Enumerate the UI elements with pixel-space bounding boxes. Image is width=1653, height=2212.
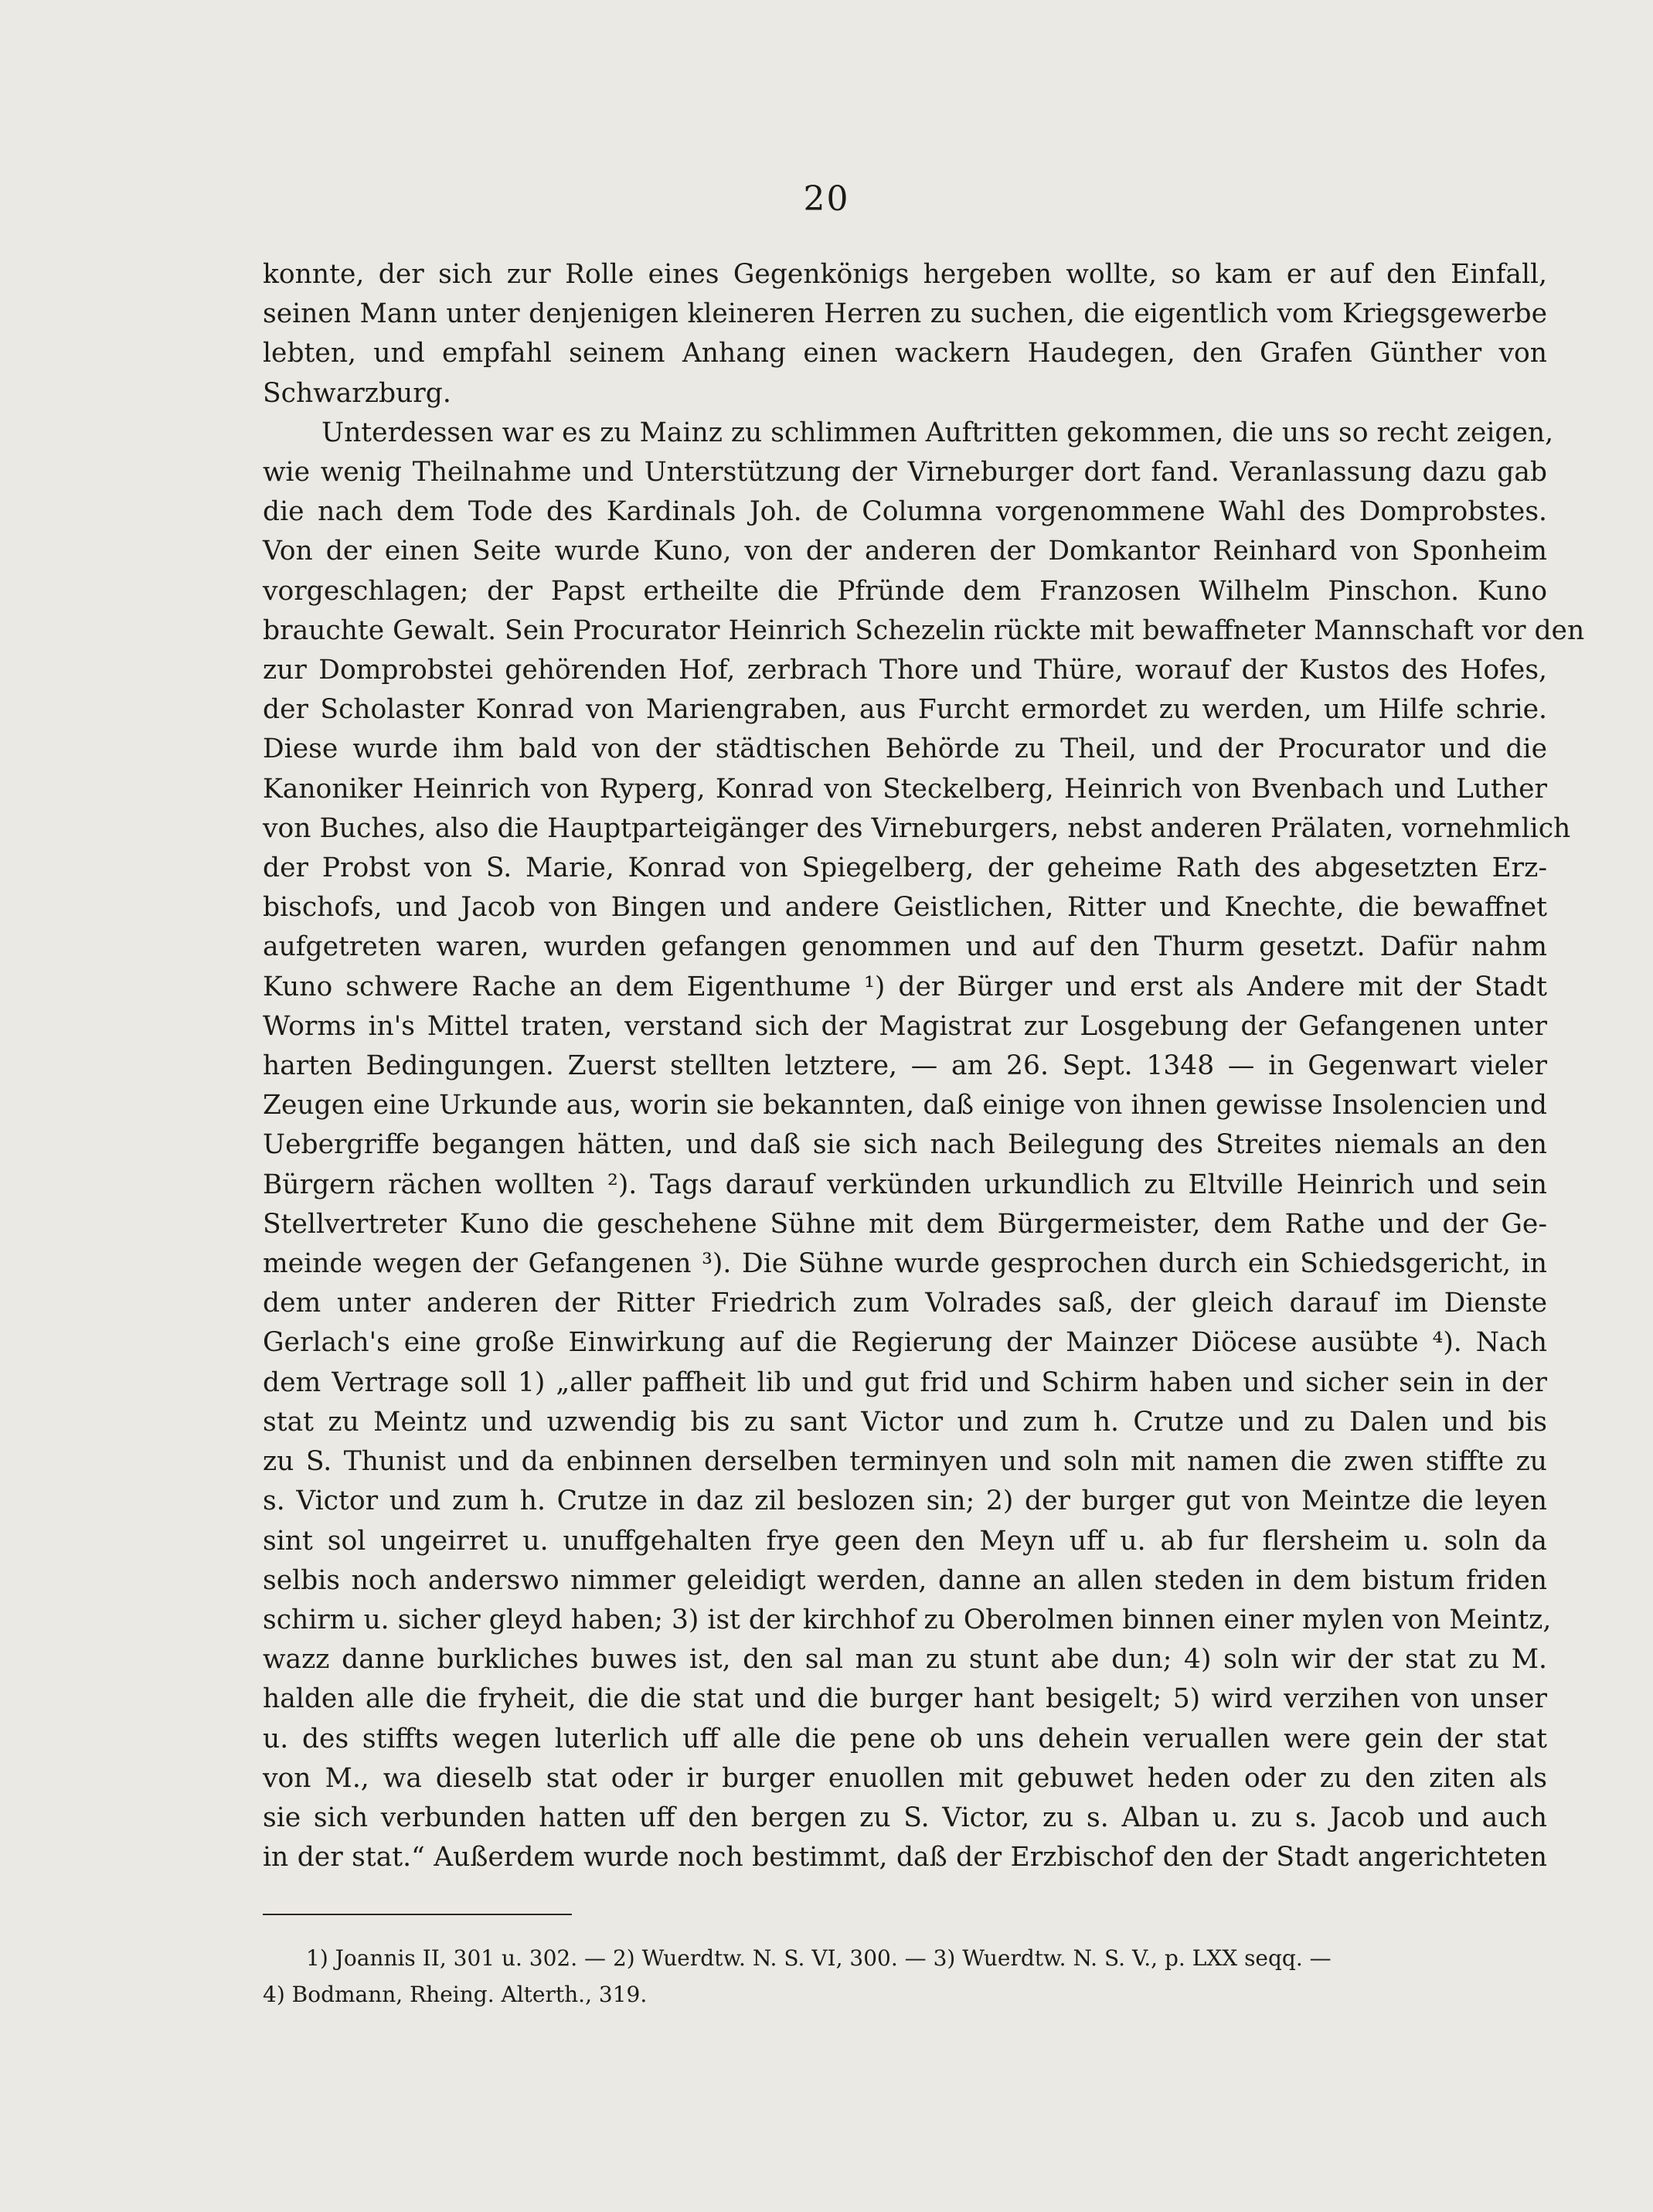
text-line: aufgetreten waren, wurden gefangen genommen und auf den Thurm gesetzt. Dafür nahm <box>263 931 1547 963</box>
text-line: in der stat.“ Außerdem wurde noch bestimmt, daß der Erzbischof den der Stadt angerichteten <box>263 1842 1547 1873</box>
text-line: Kanoniker Heinrich von Ryperg, Konrad von Steckelberg, Heinrich von Bvenbach und Luther <box>263 773 1547 805</box>
footnote-line: 4) Bodmann, Rheing. Alterth., 319. <box>263 1982 648 2007</box>
footnotes <box>263 1940 1547 2013</box>
text-line: selbis noch anderswo nimmer geleidigt werden, danne an allen steden in dem bistum friden <box>263 1564 1547 1596</box>
text-line: seinen Mann unter denjenigen kleineren Herren zu suchen, die eigentlich vom Kriegsgewerbe <box>263 298 1547 330</box>
text-line: der Scholaster Konrad von Mariengraben, aus Furcht ermordet zu werden, um Hilfe schrie. <box>263 694 1547 726</box>
text-line: dem Vertrage soll 1) „aller paffheit lib und gut frid und Schirm haben und sicher sein in der <box>263 1366 1547 1398</box>
text-line: harten Bedingungen. Zuerst stellten letztere, — am 26. Sept. 1348 — in Gegenwart vieler <box>263 1050 1547 1082</box>
text-line: dem unter anderen der Ritter Friedrich zum Volrades saß, der gleich darauf im Dienste <box>263 1288 1547 1319</box>
text-line: Unterdessen war es zu Mainz zu schlimmen Auftritten gekommen, die uns so recht zeigen, <box>321 417 1554 448</box>
footnote-line: 1) Joannis II, 301 u. 302. — 2) Wuerdtw. N. S. VI, 300. — 3) Wuerdtw. N. S. V., p. LXX seqq. — <box>306 1945 1332 1971</box>
text-line: u. des stiffts wegen luterlich uff alle die pene ob uns dehein veruallen were gein der stat <box>263 1723 1547 1754</box>
text-line: Worms in's Mittel traten, verstand sich der Magistrat zur Losgebung der Gefangenen unter <box>263 1010 1547 1042</box>
text-line: Stellvertreter Kuno die geschehene Sühne mit dem Bürgermeister, dem Rathe und der Ge- <box>263 1208 1547 1240</box>
text-line: von Buches, also die Hauptparteigänger des Virneburgers, nebst anderen Prälaten, vornehmlich <box>263 812 1571 844</box>
text-line: halden alle die fryheit, die die stat und die burger hant besigelt; 5) wird verzihen von unser <box>263 1683 1547 1715</box>
text-line: konnte, der sich zur Rolle eines Gegenkönigs hergeben wollte, so kam er auf den Einfall, <box>263 259 1547 290</box>
text-line: Von der einen Seite wurde Kuno, von der anderen der Domkantor Reinhard von Sponheim <box>263 536 1547 567</box>
text-line: stat zu Meintz und uzwendig bis zu sant Victor und zum h. Crutze und zu Dalen und bis <box>263 1406 1547 1438</box>
text-line: s. Victor und zum h. Crutze in daz zil beslozen sin; 2) der burger gut von Meintze die leyen <box>263 1485 1547 1517</box>
text-line: zu S. Thunist und da enbinnen derselben terminyen und soln mit namen die zwen stiffte zu <box>263 1446 1547 1478</box>
text-line: vorgeschlagen; der Papst ertheilte die Pfründe dem Franzosen Wilhelm Pinschon. Kuno <box>263 575 1547 607</box>
text-line: sie sich verbunden hatten uff den bergen zu S. Victor, zu s. Alban u. zu s. Jacob und auch <box>263 1802 1547 1833</box>
text-line: der Probst von S. Marie, Konrad von Spiegelberg, der geheime Rath des abgesetzten Erz- <box>263 852 1547 884</box>
text-line: von M., wa dieselb stat oder ir burger enuollen mit gebuwet heden oder zu den ziten als <box>263 1762 1547 1794</box>
text-line: Gerlach's eine große Einwirkung auf die Regierung der Mainzer Diöcese ausübte ⁴). Nach <box>263 1327 1547 1359</box>
text-line: die nach dem Tode des Kardinals Joh. de Columna vorgenommene Wahl des Domprobstes. <box>263 496 1547 528</box>
text-line: Zeugen eine Urkunde aus, worin sie bekannten, daß einige von ihnen gewisse Insolencien und <box>263 1090 1547 1121</box>
footnote-divider <box>263 1914 572 1915</box>
text-line: schirm u. sicher gleyd haben; 3) ist der kirchhof zu Oberolmen binnen einer mylen von Meintz, <box>263 1604 1552 1635</box>
text-line: sint sol ungeirret u. unuffgehalten frye geen den Meyn uff u. ab fur flersheim u. soln da <box>263 1525 1547 1557</box>
text-line: wazz danne burkliches buwes ist, den sal man zu stunt abe dun; 4) soln wir der stat zu M. <box>263 1644 1547 1676</box>
body-text <box>263 255 1585 1877</box>
text-line: Diese wurde ihm bald von der städtischen Behörde zu Theil, und der Procurator und die <box>263 733 1547 765</box>
text-line: wie wenig Theilnahme und Unterstützung der Virneburger dort fand. Veranlassung dazu gab <box>263 457 1547 488</box>
text-line: bischofs, und Jacob von Bingen und andere Geistlichen, Ritter und Knechte, die bewaffnet <box>263 892 1547 924</box>
text-line: zur Domprobstei gehörenden Hof, zerbrach Thore und Thüre, worauf der Kustos des Hofes, <box>263 655 1547 686</box>
text-line: meinde wegen der Gefangenen ³). Die Sühne wurde gesprochen durch ein Schiedsgericht, in <box>263 1248 1547 1280</box>
text-line: Kuno schwere Rache an dem Eigenthume ¹) der Bürger und erst als Andere mit der Stadt <box>263 971 1547 1002</box>
text-line: Bürgern rächen wollten ²). Tags darauf verkünden urkundlich zu Eltville Heinrich und sein <box>263 1169 1547 1200</box>
text-line: Schwarzburg. <box>263 377 451 409</box>
text-line: brauchte Gewalt. Sein Procurator Heinrich Schezelin rückte mit bewaffneter Mannschaft vor den <box>263 614 1585 646</box>
page-number: 20 <box>803 179 850 219</box>
text-line: Uebergriffe begangen hätten, und daß sie sich nach Beilegung des Streites niemals an den <box>263 1129 1547 1161</box>
text-line: lebten, und empfahl seinem Anhang einen wackern Haudegen, den Grafen Günther von <box>263 338 1547 369</box>
